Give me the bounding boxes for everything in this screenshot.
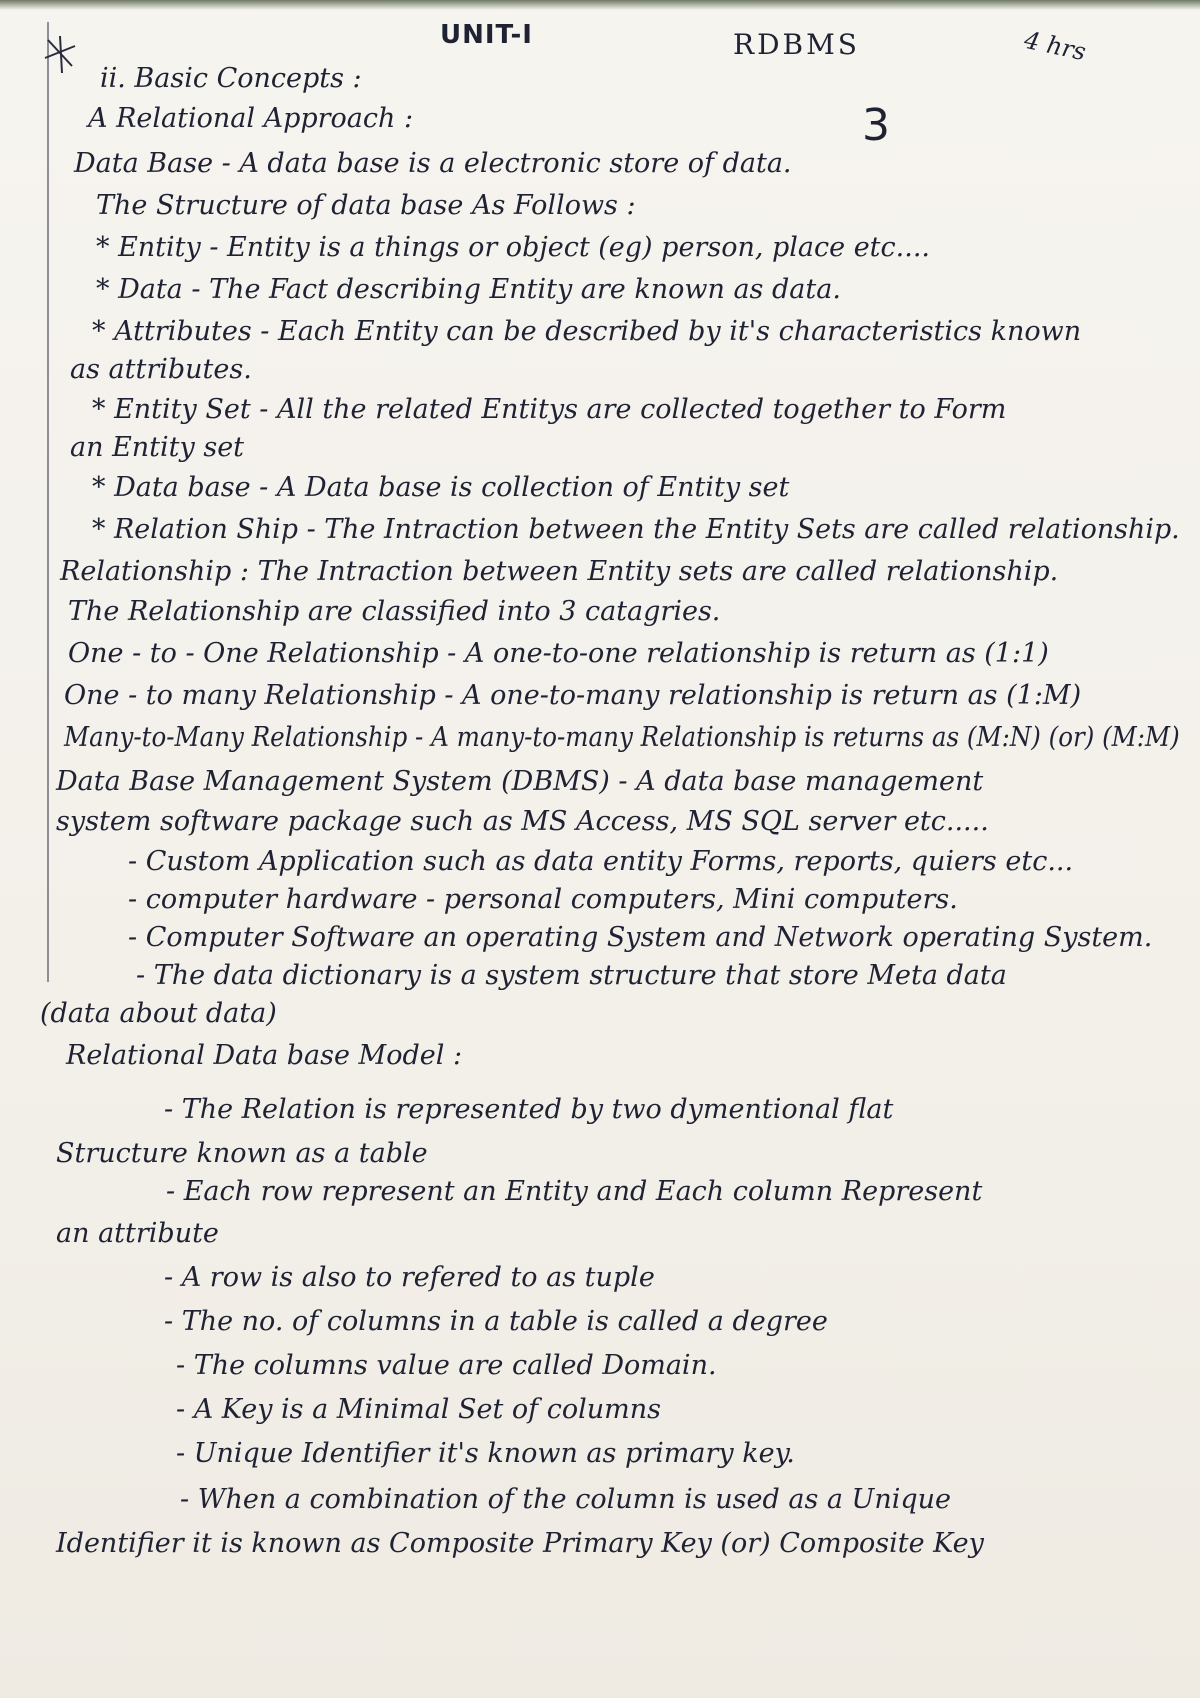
- margin-line: [47, 22, 49, 982]
- text-line: - The no. of columns in a table is called a degree: [164, 1306, 828, 1337]
- text-line: Data Base - A data base is a electronic store of data.: [74, 148, 792, 179]
- text-line: - The data dictionary is a system structure that store Meta data: [136, 960, 1007, 991]
- text-line: Structure known as a table: [56, 1138, 428, 1169]
- text-line: - Unique Identifier it's known as primary key.: [176, 1438, 795, 1469]
- text-line: Relationship : The Intraction between Entity sets are called relationship.: [60, 556, 1059, 587]
- text-line: Data Base Management System (DBMS) - A data base management: [56, 766, 984, 797]
- text-line: * Entity Set - All the related Entitys are collected together to Form: [92, 394, 1007, 425]
- hours-note: 4 hrs: [1021, 25, 1089, 67]
- text-line: One - to - One Relationship - A one-to-one relationship is return as (1:1): [68, 638, 1049, 669]
- subsection-heading: A Relational Approach :: [88, 103, 414, 134]
- text-line: - The columns value are called Domain.: [176, 1350, 717, 1381]
- text-line: - When a combination of the column is used as a Unique: [180, 1484, 951, 1515]
- text-line: * Attributes - Each Entity can be described by it's characteristics known: [92, 316, 1082, 347]
- section-heading: Relational Data base Model :: [66, 1040, 463, 1071]
- text-line: * Data - The Fact describing Entity are known as data.: [96, 274, 841, 305]
- text-line: - Computer Software an operating System and Network operating System.: [128, 922, 1153, 953]
- text-line: an attribute: [56, 1218, 219, 1249]
- subject-label: RDBMS: [733, 28, 860, 61]
- text-line: - computer hardware - personal computers, Mini computers.: [128, 884, 958, 915]
- text-line: - Custom Application such as data entity Forms, reports, quiers etc...: [128, 846, 1074, 877]
- section-heading: ii. Basic Concepts :: [100, 63, 362, 94]
- text-line: * Relation Ship - The Intraction between the Entity Sets are called relationship.: [92, 514, 1180, 545]
- text-line: (data about data): [40, 998, 277, 1029]
- text-line: * Entity - Entity is a things or object (eg) person, place etc....: [96, 232, 930, 263]
- text-line: - A Key is a Minimal Set of columns: [176, 1394, 662, 1425]
- text-line: One - to many Relationship - A one-to-many relationship is return as (1:M): [64, 680, 1082, 711]
- text-line: The Relationship are classified into 3 catagries.: [68, 596, 721, 627]
- text-line: Identifier it is known as Composite Primary Key (or) Composite Key: [56, 1528, 984, 1559]
- text-line: an Entity set: [70, 432, 245, 463]
- page-number: 3: [862, 100, 890, 151]
- text-line: system software package such as MS Access, MS SQL server etc.....: [56, 806, 989, 837]
- text-line: as attributes.: [70, 354, 252, 385]
- unit-title: UNIT-I: [440, 20, 533, 50]
- text-line: - A row is also to refered to as tuple: [164, 1262, 655, 1293]
- text-line: Many-to-Many Relationship - A many-to-many Relationship is returns as (M:N) (or) (M:M): [64, 722, 1180, 753]
- text-line: - The Relation is represented by two dymentional flat: [164, 1094, 894, 1125]
- text-line: The Structure of data base As Follows :: [96, 190, 636, 221]
- text-line: * Data base - A Data base is collection of Entity set: [92, 472, 790, 503]
- text-line: - Each row represent an Entity and Each column Represent: [166, 1176, 983, 1207]
- asterisk-mark: [40, 28, 80, 78]
- page-top-edge: [0, 0, 1200, 10]
